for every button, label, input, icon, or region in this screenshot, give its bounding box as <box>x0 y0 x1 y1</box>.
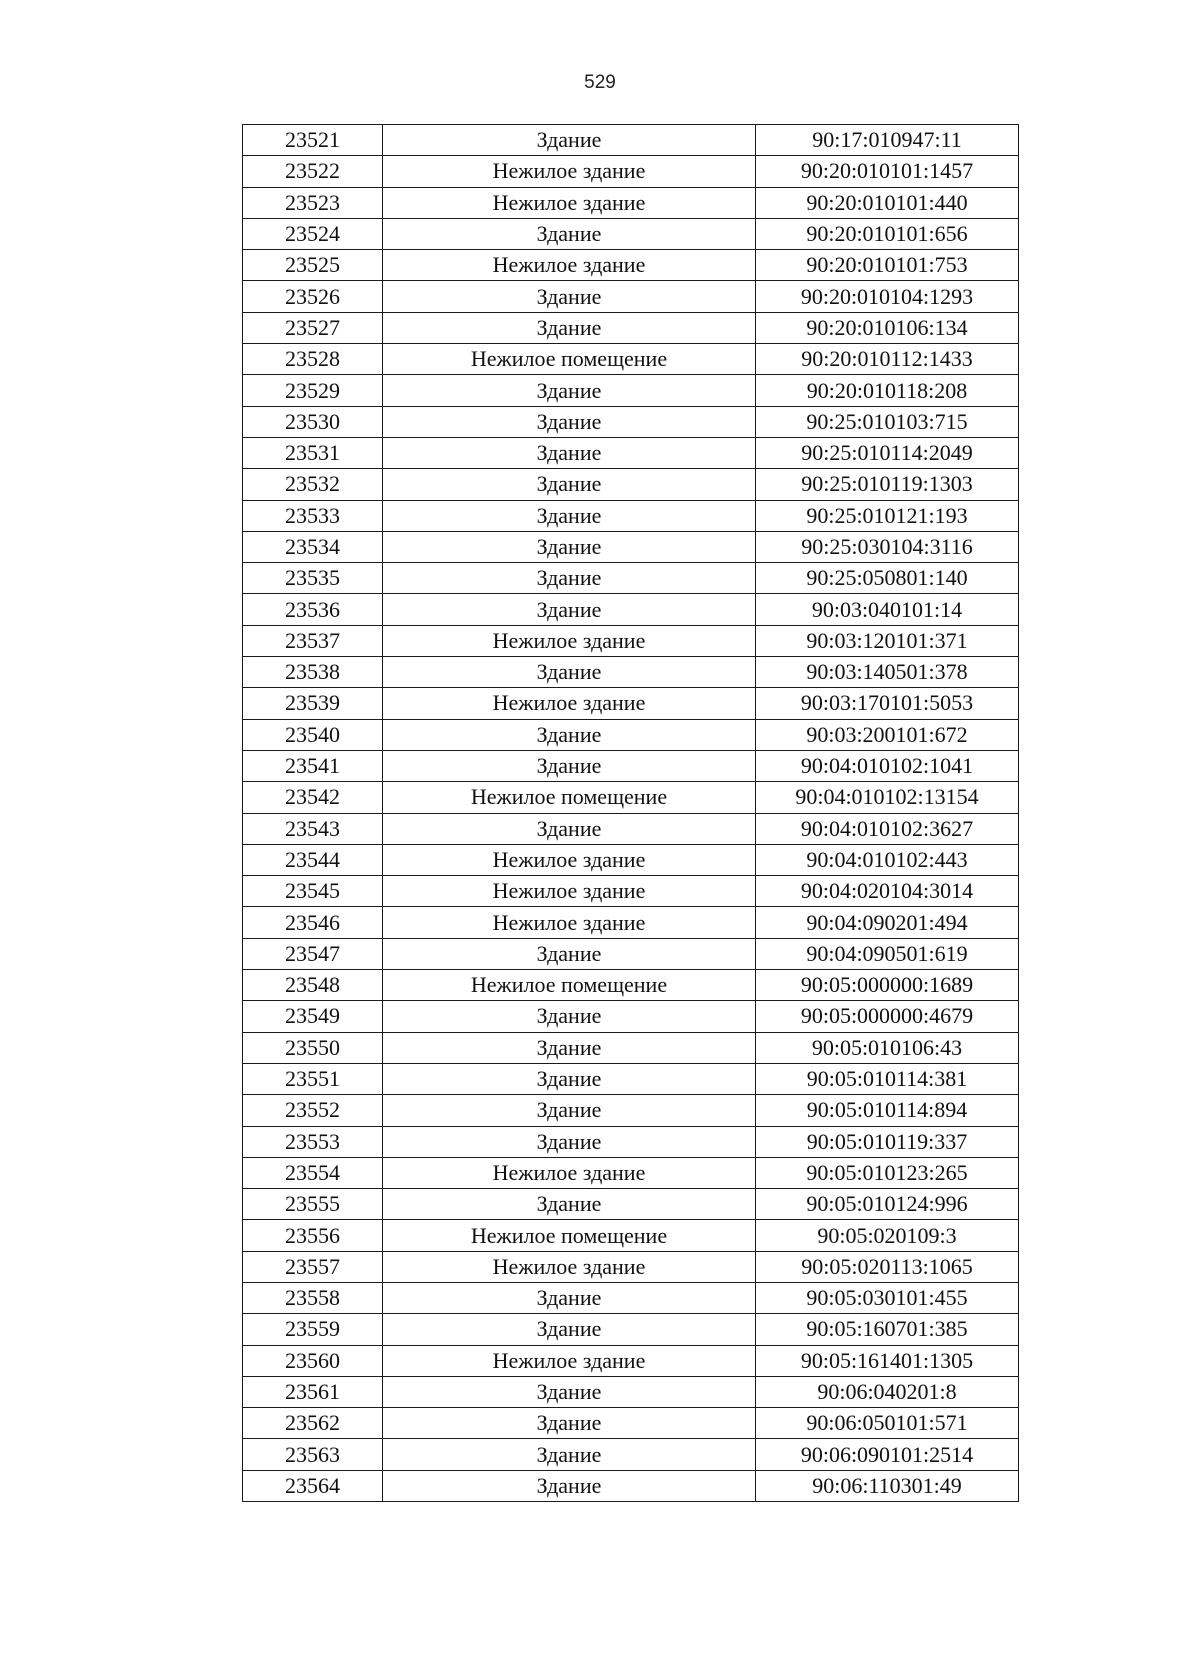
object-type-cell: Здание <box>383 938 756 969</box>
cadastral-number-cell: 90:05:020109:3 <box>756 1220 1019 1251</box>
table-row <box>243 782 1019 813</box>
object-type-cell: Здание <box>383 1376 756 1407</box>
table-row <box>243 1439 1019 1470</box>
object-type-cell: Нежилое помещение <box>383 344 756 375</box>
table-row <box>243 125 1019 156</box>
table-row <box>243 1220 1019 1251</box>
table-row <box>243 813 1019 844</box>
cadastral-number-cell: 90:25:030104:3116 <box>756 531 1019 562</box>
row-number-cell: 23538 <box>243 657 383 688</box>
table-row <box>243 1032 1019 1063</box>
object-type-cell: Здание <box>383 375 756 406</box>
row-number-cell: 23551 <box>243 1063 383 1094</box>
object-type-cell: Здание <box>383 500 756 531</box>
cadastral-number-cell: 90:06:050101:571 <box>756 1408 1019 1439</box>
table-row <box>243 594 1019 625</box>
row-number-cell: 23561 <box>243 1376 383 1407</box>
row-number-cell: 23542 <box>243 782 383 813</box>
cadastral-number-cell: 90:04:010102:1041 <box>756 750 1019 781</box>
row-number-cell: 23555 <box>243 1189 383 1220</box>
object-type-cell: Здание <box>383 1095 756 1126</box>
cadastral-number-cell: 90:20:010118:208 <box>756 375 1019 406</box>
row-number-cell: 23560 <box>243 1345 383 1376</box>
cadastral-number-cell: 90:05:010124:996 <box>756 1189 1019 1220</box>
row-number-cell: 23527 <box>243 312 383 343</box>
object-type-cell: Здание <box>383 531 756 562</box>
row-number-cell: 23544 <box>243 844 383 875</box>
table-row <box>243 657 1019 688</box>
page-number: 529 <box>584 72 616 93</box>
table-row <box>243 719 1019 750</box>
object-type-cell: Нежилое помещение <box>383 782 756 813</box>
row-number-cell: 23524 <box>243 218 383 249</box>
cadastral-number-cell: 90:25:050801:140 <box>756 563 1019 594</box>
object-type-cell: Нежилое здание <box>383 250 756 281</box>
object-type-cell: Здание <box>383 1001 756 1032</box>
table-row <box>243 187 1019 218</box>
object-type-cell: Нежилое здание <box>383 187 756 218</box>
object-type-cell: Здание <box>383 1439 756 1470</box>
object-type-cell: Нежилое здание <box>383 625 756 656</box>
cadastral-number-cell: 90:05:030101:455 <box>756 1282 1019 1313</box>
object-type-cell: Здание <box>383 813 756 844</box>
table-row <box>243 1408 1019 1439</box>
object-type-cell: Здание <box>383 657 756 688</box>
row-number-cell: 23552 <box>243 1095 383 1126</box>
table-row <box>243 625 1019 656</box>
cadastral-number-cell: 90:05:010106:43 <box>756 1032 1019 1063</box>
registry-table <box>242 124 1019 1502</box>
object-type-cell: Здание <box>383 750 756 781</box>
cadastral-number-cell: 90:17:010947:11 <box>756 125 1019 156</box>
object-type-cell: Здание <box>383 1314 756 1345</box>
object-type-cell: Здание <box>383 719 756 750</box>
cadastral-number-cell: 90:03:120101:371 <box>756 625 1019 656</box>
row-number-cell: 23563 <box>243 1439 383 1470</box>
cadastral-number-cell: 90:25:010119:1303 <box>756 469 1019 500</box>
row-number-cell: 23541 <box>243 750 383 781</box>
cadastral-number-cell: 90:20:010101:753 <box>756 250 1019 281</box>
row-number-cell: 23546 <box>243 907 383 938</box>
row-number-cell: 23549 <box>243 1001 383 1032</box>
row-number-cell: 23558 <box>243 1282 383 1313</box>
row-number-cell: 23521 <box>243 125 383 156</box>
cadastral-number-cell: 90:03:200101:672 <box>756 719 1019 750</box>
table-row <box>243 156 1019 187</box>
table-row <box>243 406 1019 437</box>
object-type-cell: Здание <box>383 406 756 437</box>
object-type-cell: Нежилое здание <box>383 1157 756 1188</box>
row-number-cell: 23553 <box>243 1126 383 1157</box>
object-type-cell: Здание <box>383 563 756 594</box>
cadastral-number-cell: 90:05:160701:385 <box>756 1314 1019 1345</box>
table-row <box>243 688 1019 719</box>
object-type-cell: Нежилое помещение <box>383 1220 756 1251</box>
cadastral-number-cell: 90:20:010101:656 <box>756 218 1019 249</box>
cadastral-number-cell: 90:04:090201:494 <box>756 907 1019 938</box>
object-type-cell: Здание <box>383 125 756 156</box>
row-number-cell: 23525 <box>243 250 383 281</box>
row-number-cell: 23539 <box>243 688 383 719</box>
table-row <box>243 250 1019 281</box>
object-type-cell: Нежилое здание <box>383 688 756 719</box>
row-number-cell: 23536 <box>243 594 383 625</box>
cadastral-number-cell: 90:06:110301:49 <box>756 1470 1019 1501</box>
table-row <box>243 907 1019 938</box>
cadastral-number-cell: 90:05:020113:1065 <box>756 1251 1019 1282</box>
object-type-cell: Здание <box>383 1470 756 1501</box>
cadastral-number-cell: 90:20:010106:134 <box>756 312 1019 343</box>
object-type-cell: Здание <box>383 437 756 468</box>
table-row <box>243 1314 1019 1345</box>
table-row <box>243 1251 1019 1282</box>
object-type-cell: Нежилое здание <box>383 844 756 875</box>
object-type-cell: Здание <box>383 1032 756 1063</box>
row-number-cell: 23556 <box>243 1220 383 1251</box>
cadastral-number-cell: 90:05:010114:381 <box>756 1063 1019 1094</box>
object-type-cell: Здание <box>383 594 756 625</box>
row-number-cell: 23528 <box>243 344 383 375</box>
object-type-cell: Нежилое здание <box>383 156 756 187</box>
cadastral-number-cell: 90:25:010103:715 <box>756 406 1019 437</box>
cadastral-number-cell: 90:04:010102:3627 <box>756 813 1019 844</box>
row-number-cell: 23547 <box>243 938 383 969</box>
cadastral-number-cell: 90:03:140501:378 <box>756 657 1019 688</box>
object-type-cell: Здание <box>383 1408 756 1439</box>
object-type-cell: Здание <box>383 281 756 312</box>
table-row <box>243 218 1019 249</box>
cadastral-number-cell: 90:04:020104:3014 <box>756 876 1019 907</box>
table-row <box>243 500 1019 531</box>
table-row <box>243 1345 1019 1376</box>
row-number-cell: 23543 <box>243 813 383 844</box>
row-number-cell: 23557 <box>243 1251 383 1282</box>
row-number-cell: 23548 <box>243 970 383 1001</box>
row-number-cell: 23540 <box>243 719 383 750</box>
cadastral-number-cell: 90:20:010101:440 <box>756 187 1019 218</box>
table-row <box>243 531 1019 562</box>
object-type-cell: Здание <box>383 1282 756 1313</box>
cadastral-number-cell: 90:04:010102:13154 <box>756 782 1019 813</box>
table-row <box>243 1126 1019 1157</box>
row-number-cell: 23534 <box>243 531 383 562</box>
table-row <box>243 1376 1019 1407</box>
cadastral-number-cell: 90:05:000000:4679 <box>756 1001 1019 1032</box>
row-number-cell: 23554 <box>243 1157 383 1188</box>
object-type-cell: Здание <box>383 1189 756 1220</box>
table-row <box>243 563 1019 594</box>
cadastral-number-cell: 90:03:170101:5053 <box>756 688 1019 719</box>
table-row <box>243 1470 1019 1501</box>
cadastral-number-cell: 90:04:010102:443 <box>756 844 1019 875</box>
cadastral-number-cell: 90:05:010114:894 <box>756 1095 1019 1126</box>
row-number-cell: 23535 <box>243 563 383 594</box>
object-type-cell: Нежилое здание <box>383 876 756 907</box>
row-number-cell: 23537 <box>243 625 383 656</box>
row-number-cell: 23523 <box>243 187 383 218</box>
cadastral-number-cell: 90:05:010123:265 <box>756 1157 1019 1188</box>
row-number-cell: 23533 <box>243 500 383 531</box>
row-number-cell: 23529 <box>243 375 383 406</box>
table-row <box>243 750 1019 781</box>
row-number-cell: 23562 <box>243 1408 383 1439</box>
cadastral-number-cell: 90:20:010101:1457 <box>756 156 1019 187</box>
row-number-cell: 23550 <box>243 1032 383 1063</box>
object-type-cell: Здание <box>383 1063 756 1094</box>
table-row <box>243 938 1019 969</box>
object-type-cell: Здание <box>383 469 756 500</box>
registry-table-body <box>243 125 1019 1502</box>
table-row <box>243 375 1019 406</box>
table-row <box>243 469 1019 500</box>
table-row <box>243 1189 1019 1220</box>
cadastral-number-cell: 90:25:010114:2049 <box>756 437 1019 468</box>
cadastral-number-cell: 90:05:010119:337 <box>756 1126 1019 1157</box>
object-type-cell: Нежилое здание <box>383 1345 756 1376</box>
object-type-cell: Нежилое здание <box>383 1251 756 1282</box>
table-row <box>243 1001 1019 1032</box>
object-type-cell: Нежилое здание <box>383 907 756 938</box>
row-number-cell: 23545 <box>243 876 383 907</box>
cadastral-number-cell: 90:06:090101:2514 <box>756 1439 1019 1470</box>
cadastral-number-cell: 90:03:040101:14 <box>756 594 1019 625</box>
object-type-cell: Нежилое помещение <box>383 970 756 1001</box>
table-row <box>243 1063 1019 1094</box>
table-row <box>243 281 1019 312</box>
cadastral-number-cell: 90:20:010112:1433 <box>756 344 1019 375</box>
table-row <box>243 876 1019 907</box>
cadastral-number-cell: 90:05:000000:1689 <box>756 970 1019 1001</box>
table-row <box>243 344 1019 375</box>
object-type-cell: Здание <box>383 1126 756 1157</box>
row-number-cell: 23559 <box>243 1314 383 1345</box>
cadastral-number-cell: 90:25:010121:193 <box>756 500 1019 531</box>
table-row <box>243 844 1019 875</box>
cadastral-number-cell: 90:06:040201:8 <box>756 1376 1019 1407</box>
table-row <box>243 312 1019 343</box>
row-number-cell: 23531 <box>243 437 383 468</box>
table-row <box>243 970 1019 1001</box>
object-type-cell: Здание <box>383 218 756 249</box>
row-number-cell: 23532 <box>243 469 383 500</box>
row-number-cell: 23564 <box>243 1470 383 1501</box>
table-row <box>243 437 1019 468</box>
object-type-cell: Здание <box>383 312 756 343</box>
cadastral-number-cell: 90:20:010104:1293 <box>756 281 1019 312</box>
cadastral-number-cell: 90:04:090501:619 <box>756 938 1019 969</box>
row-number-cell: 23530 <box>243 406 383 437</box>
row-number-cell: 23526 <box>243 281 383 312</box>
table-row <box>243 1282 1019 1313</box>
table-row <box>243 1157 1019 1188</box>
table-row <box>243 1095 1019 1126</box>
cadastral-number-cell: 90:05:161401:1305 <box>756 1345 1019 1376</box>
row-number-cell: 23522 <box>243 156 383 187</box>
